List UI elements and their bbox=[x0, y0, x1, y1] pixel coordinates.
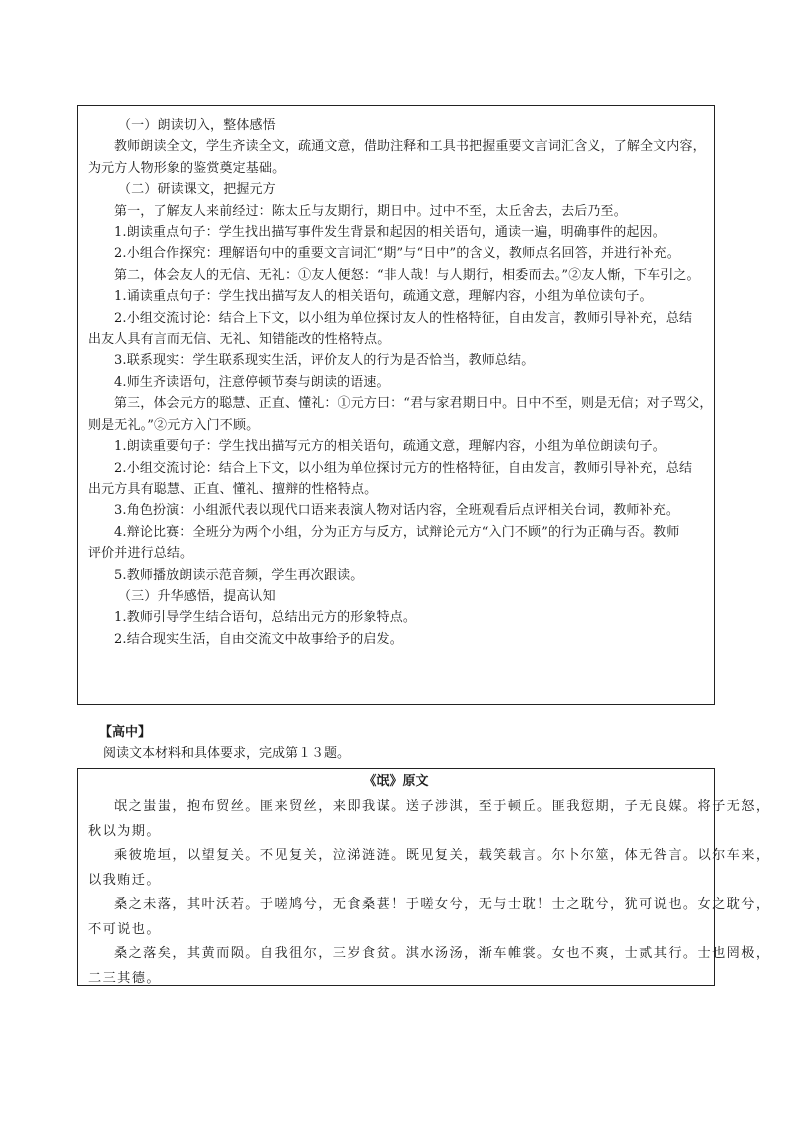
lesson-line: 2.小组交流讨论：结合上下文，以小组为单位探讨元方的性格特征，自由发言，教师引导补充，总结 bbox=[114, 460, 693, 476]
poem-line: 桑之未落，其叶沃若。于嗟鸠兮，无食桑葚！于嗟女兮，无与士耽！士之耽兮，犹可说也。女之耽兮， bbox=[114, 897, 771, 912]
lesson-line: 1.朗读重要句子：学生找出描写元方的相关语句，疏通文意，理解内容，小组为单位朗读句子。 bbox=[114, 439, 666, 455]
lesson-line: 第三，体会元方的聪慧、正直、懂礼：①元方曰：“君与家君期日中。日中不至，则是无信；对子骂父， bbox=[114, 396, 713, 412]
lesson-line: 2.小组交流讨论：结合上下文，以小组为单位探讨友人的性格特征，自由发言，教师引导补充，总结 bbox=[114, 310, 693, 326]
lesson-line: 出友人具有言而无信、无礼、知错能改的性格特点。 bbox=[88, 332, 391, 348]
lesson-line: 2.小组合作探究：理解语句中的重要文言词汇“期”与“日中”的含义，教师点名回答，并进行补充。 bbox=[114, 246, 680, 262]
lesson-plan-box bbox=[77, 105, 715, 705]
lesson-line: （三）升华感悟，提高认知 bbox=[118, 588, 276, 604]
lesson-line: 3.角色扮演：小组派代表以现代口语来表演人物对话内容，全班观看后点评相关台词，教师补充。 bbox=[114, 503, 680, 519]
poem-lines bbox=[88, 795, 771, 991]
poem-line: 乘彼垝垣，以望复关。不见复关，泣涕涟涟。既见复关，载笑载言。尔卜尔筮，体无咎言。以尔车来， bbox=[114, 848, 771, 863]
poem-line: 氓之蚩蚩，抱布贸丝。匪来贸丝，来即我谋。送子涉淇，至于顿丘。匪我愆期，子无良媒。将子无怒， bbox=[114, 799, 771, 814]
lesson-line: 1.教师引导学生结合语句，总结出元方的形象特点。 bbox=[114, 610, 417, 626]
lesson-line: 4.辩论比赛：全班分为两个小组，分为正方与反方，试辩论元方“入门不顾”的行为正确与否。教师 bbox=[114, 524, 680, 540]
lesson-line: 1.诵读重点句子：学生找出描写友人的相关语句，疏通文意，理解内容，小组为单位读句子。 bbox=[114, 289, 653, 305]
poem-title: 《氓》原文 bbox=[363, 774, 429, 789]
poem-box bbox=[77, 768, 771, 986]
instruction-text: 阅读文本材料和具体要求，完成第１３题。 bbox=[103, 746, 351, 761]
lesson-line: 3.联系现实：学生联系现实生活，评价友人的行为是否恰当，教师总结。 bbox=[114, 353, 535, 369]
lesson-line: 2.结合现实生活，自由交流文中故事给予的启发。 bbox=[114, 631, 403, 647]
poem-line: 二三其德。 bbox=[88, 970, 161, 986]
lesson-line: 第二，体会友人的无信、无礼：①友人便怒：“非人哉！与人期行，相委而去。”②友人惭，下车引之。 bbox=[114, 267, 700, 283]
lesson-line: 第一，了解友人来前经过：陈太丘与友期行，期日中。过中不至，太丘舍去，去后乃至。 bbox=[114, 203, 627, 219]
poem-line: 桑之落矣，其黄而陨。自我徂尔，三岁食贫。淇水汤汤，渐车帷裳。女也不爽，士贰其行。士也罔极， bbox=[114, 946, 771, 961]
lesson-line: 1.朗读重点句子：学生找出描写事件发生背景和起因的相关语句，通读一遍，明确事件的起因。 bbox=[114, 225, 666, 241]
lesson-line: 评价并进行总结。 bbox=[88, 546, 194, 562]
lesson-line: 出元方具有聪慧、正直、懂礼、擅辩的性格特点。 bbox=[88, 481, 378, 497]
poem-line: 秋以为期。 bbox=[88, 823, 161, 839]
lesson-line: 为元方人物形象的鉴赏奠定基础。 bbox=[88, 160, 286, 176]
lesson-line: （二）研读课文，把握元方 bbox=[118, 182, 276, 198]
poem-line: 不可说也。 bbox=[88, 921, 161, 937]
lesson-line: 4.师生齐读语句，注意停顿节奏与朗读的语速。 bbox=[114, 374, 390, 390]
lesson-line: 教师朗读全文，学生齐读全文，疏通文意，借助注释和工具书把握重要文言词汇含义，了解全文内容， bbox=[114, 139, 706, 155]
lesson-line: （一）朗读切入，整体感悟 bbox=[118, 118, 276, 133]
lesson-line: 则是无礼。”②元方入门不顾。 bbox=[88, 417, 260, 433]
section-title: 【高中】 bbox=[99, 725, 152, 740]
lesson-line: 5.教师播放朗读示范音频，学生再次跟读。 bbox=[114, 567, 364, 583]
poem-line: 以我贿迁。 bbox=[88, 872, 161, 888]
